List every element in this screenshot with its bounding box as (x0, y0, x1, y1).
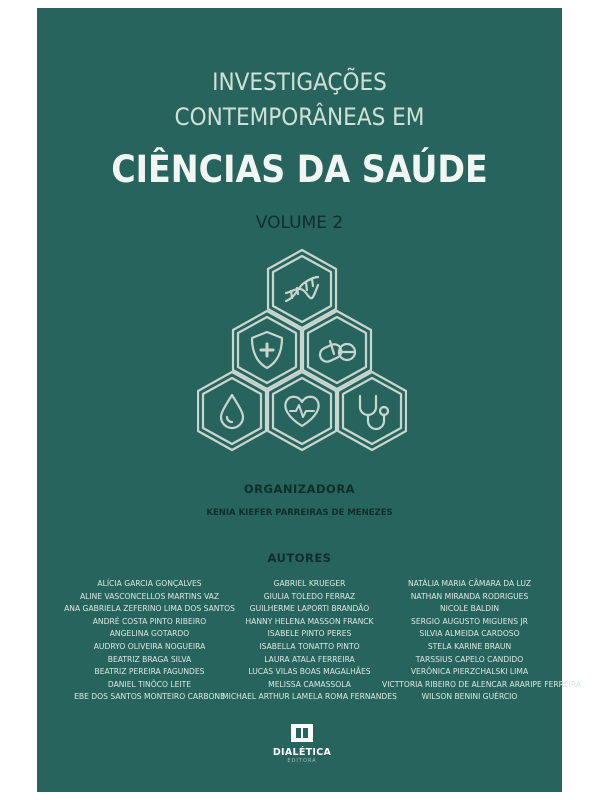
publisher-logo (262, 723, 342, 764)
title-line-1: INVESTIGAÇÕES (212, 68, 387, 96)
authors-column-1 (62, 578, 237, 704)
author-name: GUILHERME LAPORTI BRANDÃO (249, 604, 370, 614)
authors-column-3 (382, 578, 582, 704)
author-name: GABRIEL KRUEGER (273, 579, 346, 588)
volume-label: VOLUME 2 (255, 213, 344, 233)
author-name: MICHAEL ARTHUR LAMELA ROMA FERNANDES (222, 692, 397, 702)
book-icon (290, 723, 314, 743)
author-name: TARSSIUS CAPELO CANDIDO (415, 654, 524, 664)
author-name: NATHAN MIRANDA RODRIGUES (410, 591, 529, 601)
author-name: NATÁLIA MARIA CÂMARA DA LUZ (407, 579, 532, 588)
publisher-name: DIALÉTICA (272, 747, 332, 758)
author-name: HANNY HELENA MASSON FRANCK (245, 616, 374, 626)
author-name: BEATRIZ BRAGA SILVA (107, 654, 192, 664)
author-name: SILVIA ALMEIDA CARDOSO (419, 629, 520, 639)
hexagon-icon-cluster (197, 248, 407, 458)
author-name: SERGIO AUGUSTO MIGUENS JR (411, 616, 528, 626)
title-line-2: CONTEMPORÂNEAS EM (174, 103, 425, 131)
author-name: ALÍCIA GARCIA GONÇALVES (97, 579, 202, 588)
drop-icon (221, 395, 243, 428)
autores-label: AUTORES (267, 551, 332, 565)
author-name: AUDRYO OLIVEIRA NOGUEIRA (93, 641, 206, 651)
author-name: VICTTORIA RIBEIRO DE ALENCAR ARARIPE FERREIRA (382, 679, 582, 689)
author-name: NICOLE BALDIN (439, 604, 500, 614)
author-name: ANDRÉ COSTA PINTO RIBEIRO (92, 616, 207, 626)
pill-icon (318, 341, 355, 364)
organizadora-label: ORGANIZADORA (243, 482, 356, 496)
heart-pulse-icon (285, 397, 318, 426)
organizadora-name: KENIA KIEFER PARREIRAS DE MENEZES (206, 508, 393, 518)
dna-icon (286, 277, 318, 301)
author-name: EBE DOS SANTOS MONTEIRO CARBONE (74, 692, 225, 702)
author-name: ALINE VASCONCELLOS MARTINS VAZ (79, 591, 220, 601)
hex-outlines (198, 250, 406, 450)
author-name: ANA GABRIELA ZEFERINO LIMA DOS SANTOS (64, 604, 235, 614)
author-name: STELA KARINE BRAUN (427, 641, 512, 651)
author-name: VERÔNICA PIERZCHALSKI LIMA (410, 667, 529, 677)
author-name: MELISSA CAMASSOLA (268, 679, 351, 689)
author-name: ISABELLA TONATTO PINTO (259, 641, 360, 651)
author-name: LUCAS VILAS BOAS MAGALHÃES (248, 667, 371, 677)
author-name: DANIEL TINÔCO LEITE (107, 679, 192, 689)
shield-plus-icon (252, 332, 282, 368)
author-name: GIULIA TOLEDO FERRAZ (263, 591, 356, 601)
stethoscope-icon (360, 396, 388, 429)
title-line-3: CIÊNCIAS DA SAÚDE (111, 148, 488, 191)
authors-column-2 (222, 578, 397, 704)
author-name: LAURA ATALA FERREIRA (264, 654, 355, 664)
author-name: WILSON BENINI GUÉRCIO (421, 692, 518, 702)
publisher-subtitle: EDITORA (287, 758, 317, 764)
author-name: BEATRIZ PEREIRA FAGUNDES (94, 667, 205, 677)
author-name: ANGELINA GOTARDO (109, 629, 190, 639)
book-cover (37, 8, 582, 792)
author-name: ISABELE PINTO PERES (267, 629, 352, 639)
